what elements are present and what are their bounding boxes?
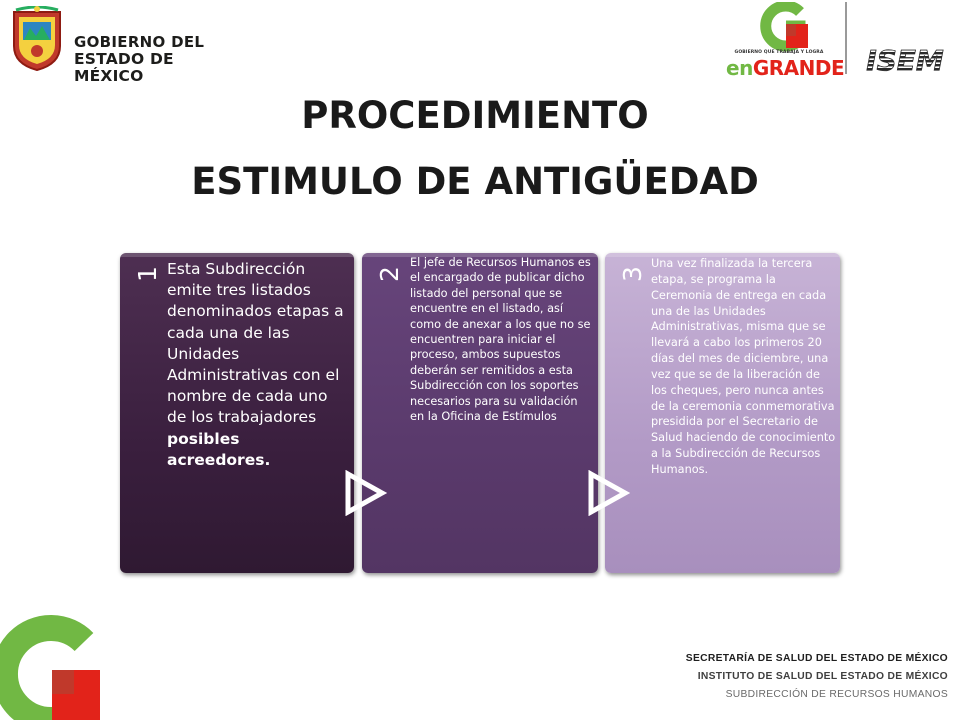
arrow-right-icon	[343, 470, 387, 516]
gov-logo-line2: ESTADO DE MÉXICO	[74, 50, 174, 85]
step-number-2: 2	[375, 266, 404, 282]
footer-line-3: SUBDIRECCIÓN DE RECURSOS HUMANOS	[725, 689, 948, 700]
gov-logo-line1: GOBIERNO DEL	[74, 33, 205, 51]
footer-line-1: SECRETARÍA DE SALUD DEL ESTADO DE MÉXICO	[685, 653, 948, 664]
state-seal-icon	[8, 6, 66, 72]
isem-logo-text: ISEM	[866, 44, 944, 76]
engrande-en: en	[726, 56, 753, 80]
arrow-right-icon	[586, 470, 630, 516]
page-title-line2: ESTIMULO DE ANTIGÜEDAD	[191, 160, 759, 203]
engrande-logo	[724, 2, 845, 80]
g-logo-icon	[724, 2, 836, 52]
engrande-tagline: GOBIERNO QUE TRABAJA Y LOGRA	[734, 50, 824, 55]
g-logo-icon	[0, 608, 100, 720]
footer-line-2: INSTITUTO DE SALUD DEL ESTADO DE MÉXICO	[697, 671, 948, 682]
isem-logo	[852, 44, 958, 76]
logo-divider	[845, 2, 847, 74]
step-text-2: El jefe de Recursos Humanos es el encargado de publicar dicho listado del personal que se encuentre en el listado, así como de anexar a los que no se encuentren para iniciar el proceso, ambos supuestos deberán ser remitidos a esta Subdirección con los soportes necesarios para su validación en la Oficina de Estímulos	[410, 256, 591, 424]
gobierno-estado-mexico-logo	[8, 6, 238, 85]
step-number-3: 3	[618, 266, 647, 282]
page-title-line1: PROCEDIMIENTO	[301, 94, 649, 137]
engrande-grande: GRANDE	[752, 56, 845, 80]
step-text-3: Una vez finalizada la tercera etapa, se programa la Ceremonia de entrega en cada una de las Unidades Administrativas, misma que se llevará a cabo los primeros 20 días del mes de diciembre, una vez que se de la liberación de los cheques, pero nunca antes de la ceremonia conmemorativa presidida por el Secretario de Salud haciendo de conocimiento a la Subdirección de Recursos Humanos.	[651, 257, 836, 476]
step-text-1-bold: posibles acreedores.	[167, 429, 271, 469]
step-number-1: 1	[133, 266, 162, 282]
step-text-1	[167, 259, 347, 471]
step-text-1-body: Esta Subdirección emite tres listados denominados etapas a cada una de las Unidades Administrativas con el nombre de cada uno de los trabajadores	[167, 260, 344, 427]
